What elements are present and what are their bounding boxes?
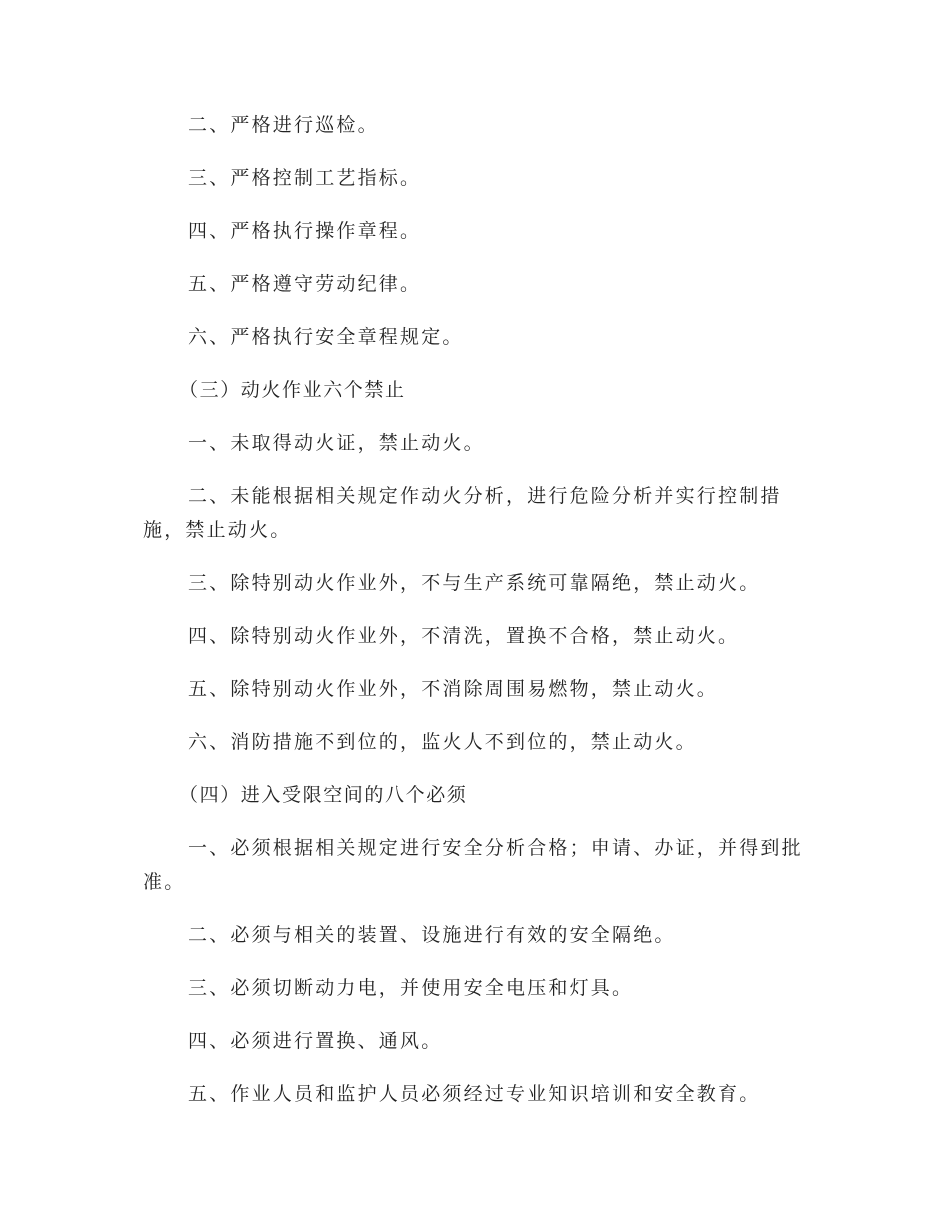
paragraph-hot-work-4: 四、除特别动火作业外，不清洗，置换不合格，禁止动火。	[188, 625, 740, 647]
paragraph-safety-rules: 六、严格执行安全章程规定。	[188, 326, 464, 348]
paragraph-patrol: 二、严格进行巡检。	[188, 114, 379, 136]
paragraph-process-indicators: 三、严格控制工艺指标。	[188, 167, 422, 189]
section-heading-confined-space: （四）进入受限空间的八个必须	[179, 784, 468, 806]
paragraph-confined-space-2: 二、必须与相关的装置、设施进行有效的安全隔绝。	[188, 924, 676, 946]
paragraph-hot-work-5: 五、除特别动火作业外，不消除周围易燃物，禁止动火。	[188, 678, 719, 700]
paragraph-hot-work-2: 二、未能根据相关规定作动火分析，进行危险分析并实行控制措施，禁止动火。	[143, 485, 782, 541]
paragraph-hot-work-3: 三、除特别动火作业外，不与生产系统可靠隔绝，禁止动火。	[188, 572, 761, 594]
paragraph-confined-space-3: 三、必须切断动力电，并使用安全电压和灯具。	[188, 977, 634, 999]
paragraph-hot-work-6: 六、消防措施不到位的，监火人不到位的，禁止动火。	[188, 731, 697, 753]
paragraph-labor-discipline: 五、严格遵守劳动纪律。	[188, 273, 422, 295]
paragraph-hot-work-1: 一、未取得动火证，禁止动火。	[188, 432, 485, 454]
document-body	[143, 108, 803, 1130]
section-heading-hot-work: （三）动火作业六个禁止	[179, 379, 406, 401]
paragraph-confined-space-4: 四、必须进行置换、通风。	[188, 1030, 443, 1052]
paragraph-confined-space-1: 一、必须根据相关规定进行安全分析合格；申请、办证，并得到批准。	[143, 837, 803, 893]
paragraph-confined-space-5: 五、作业人员和监护人员必须经过专业知识培训和安全教育。	[188, 1083, 761, 1105]
paragraph-operating-rules: 四、严格执行操作章程。	[188, 220, 422, 242]
